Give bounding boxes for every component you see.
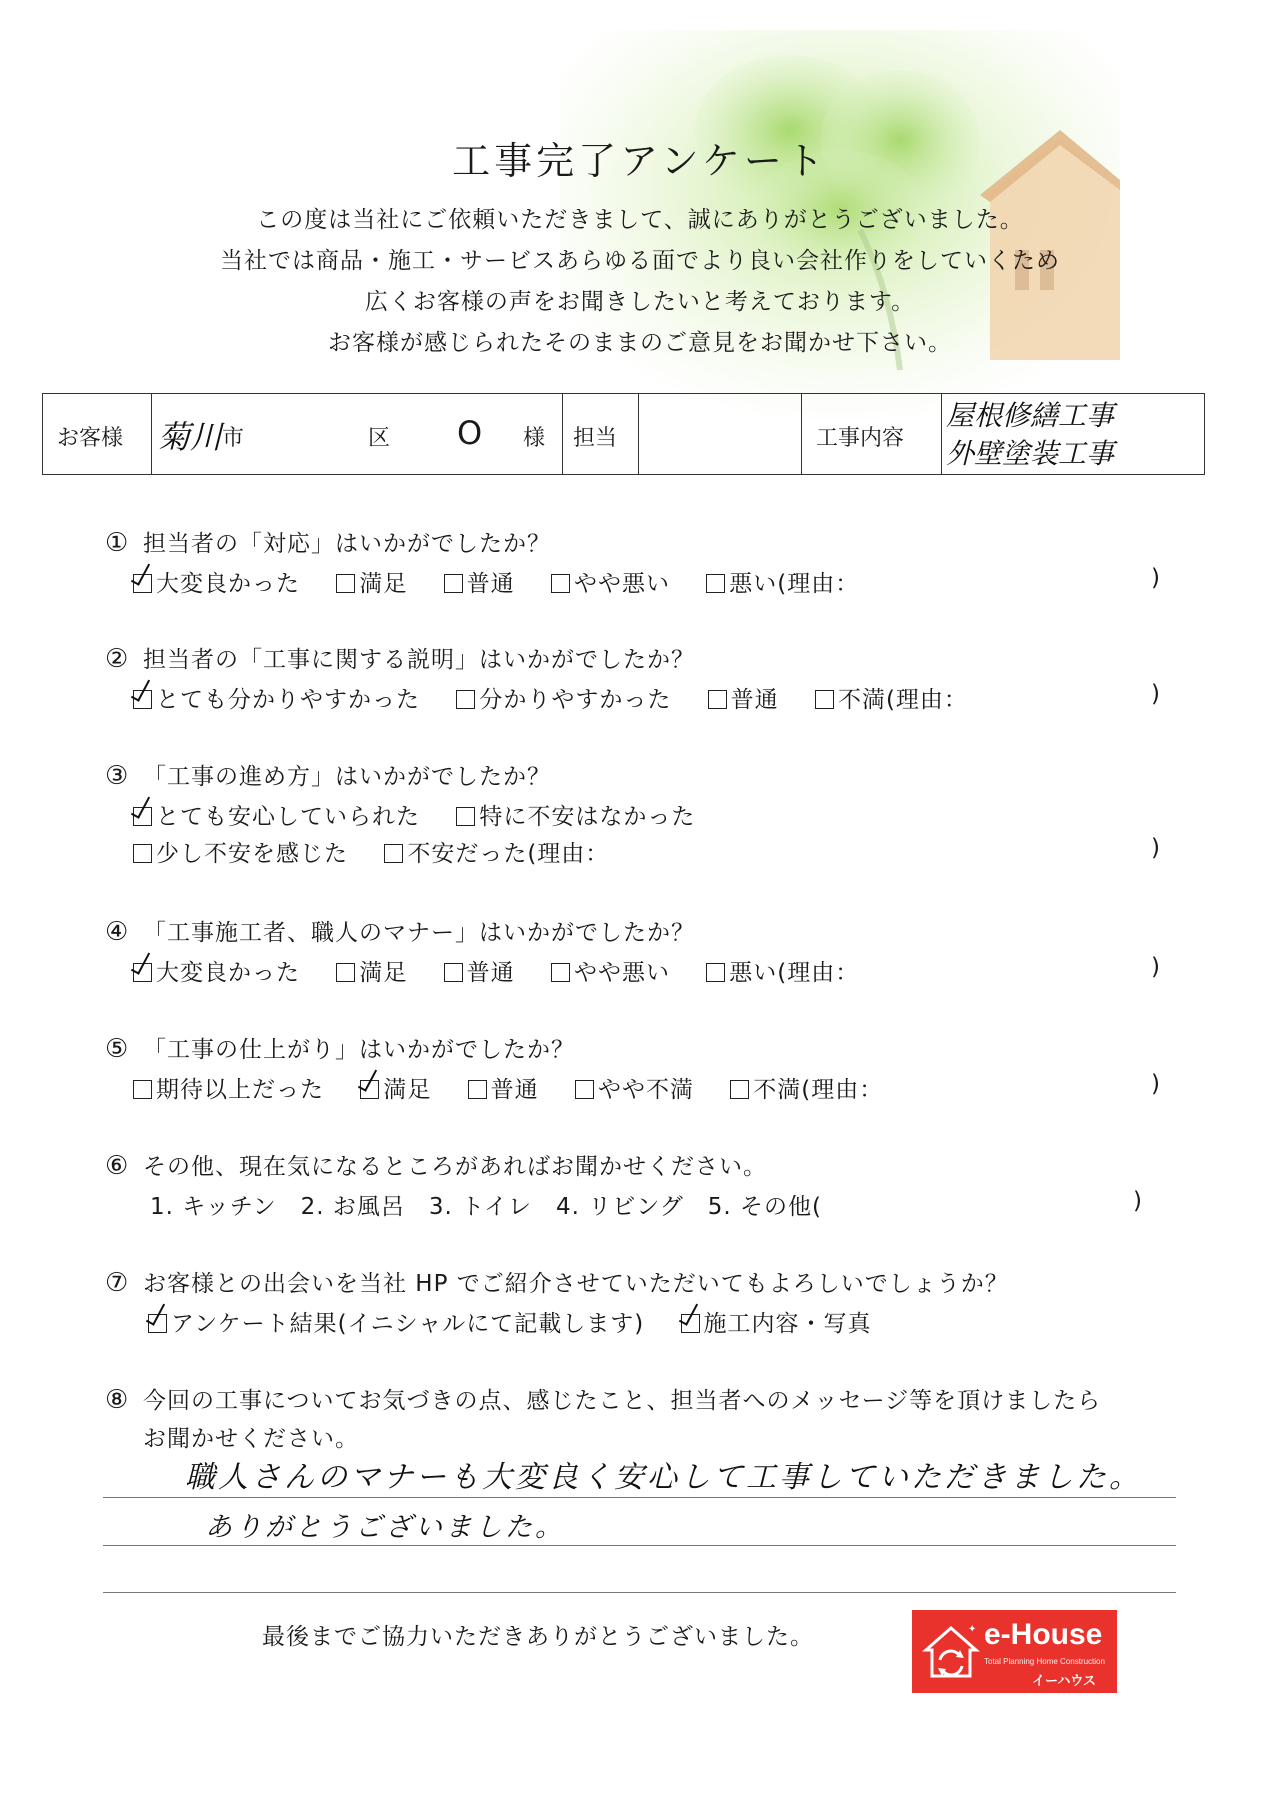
checkbox[interactable] <box>444 963 463 982</box>
customer-address-cell[interactable] <box>152 394 563 474</box>
option-row <box>133 798 723 831</box>
comment-line <box>103 1497 1176 1498</box>
checkbox[interactable] <box>133 574 152 593</box>
option-somewhat-dissatisfied[interactable]: やや不満 <box>575 1071 694 1104</box>
reason-close-paren: ) <box>1151 835 1160 861</box>
question-number: ⑧ <box>105 1385 130 1415</box>
option-work-photos[interactable]: 施工内容・写真 <box>681 1305 872 1338</box>
interest-options[interactable]: 1. キッチン 2. お風呂 3. トイレ 4. リビング 5. その他( <box>150 1194 823 1220</box>
option-row <box>133 835 637 868</box>
option-no-concern[interactable]: 特に不安はなかった <box>456 798 695 831</box>
option-clear[interactable]: 分かりやすかった <box>456 681 671 714</box>
work-value-cell[interactable] <box>942 394 1204 474</box>
question-number: ② <box>105 644 130 674</box>
city-value: 菊川 <box>158 418 223 456</box>
question-text: その他、現在気になるところがあればお聞かせください。 <box>143 1154 767 1180</box>
question-text: 「工事の仕上がり」はいかがでしたか？ <box>143 1037 575 1063</box>
option-very-reassured[interactable]: とても安心していられた <box>133 798 420 831</box>
question-text: お客様との出会いを当社 HP でご紹介させていただいてもよろしいでしょうか？ <box>143 1271 1009 1297</box>
reason-close-paren: ) <box>1151 565 1160 591</box>
ehouse-logo <box>912 1610 1117 1693</box>
checkbox[interactable] <box>456 807 475 826</box>
work-label-cell <box>802 394 942 474</box>
option-normal[interactable]: 普通 <box>444 565 515 598</box>
checkbox[interactable] <box>133 807 152 826</box>
option-row <box>133 1071 911 1104</box>
staff-label: 担当 <box>573 426 618 451</box>
question-text-continued: お聞かせください。 <box>143 1426 359 1452</box>
city-label: 市 <box>222 426 245 451</box>
intro-line: 当社では商品・施工・サービスあらゆる面でより良い会社作りをしていくため <box>220 248 1060 274</box>
option-satisfied[interactable]: 満足 <box>336 565 407 598</box>
option-bad[interactable]: 悪い(理由： <box>706 954 859 987</box>
honorific: 様 <box>523 426 546 451</box>
checkbox[interactable] <box>708 690 727 709</box>
option-dissatisfied[interactable]: 不満(理由： <box>815 681 968 714</box>
checkbox[interactable] <box>575 1080 594 1099</box>
checkbox[interactable] <box>360 1080 379 1099</box>
checkbox[interactable] <box>336 963 355 982</box>
option-row <box>133 954 887 987</box>
reason-close-paren: ) <box>1151 681 1160 707</box>
thank-you-footer: 最後までご協力いただきありがとうございました。 <box>262 1624 814 1650</box>
other-close-paren: ) <box>1133 1188 1142 1214</box>
checkbox[interactable] <box>133 844 152 863</box>
question-text: 今回の工事についてお気づきの点、感じたこと、担当者へのメッセージ等を頂けましたら <box>143 1388 1102 1414</box>
checkbox[interactable] <box>468 1080 487 1099</box>
ward-label: 区 <box>368 426 391 451</box>
question-text: 「工事の進め方」はいかがでしたか？ <box>143 764 551 790</box>
checkbox[interactable] <box>706 963 725 982</box>
staff-label-cell <box>563 394 639 474</box>
checkbox[interactable] <box>133 1080 152 1099</box>
option-somewhat-bad[interactable]: やや悪い <box>551 954 670 987</box>
checkbox[interactable] <box>444 574 463 593</box>
checkbox[interactable] <box>133 963 152 982</box>
comment-line <box>103 1545 1176 1546</box>
question-number: ④ <box>105 917 130 947</box>
option-normal[interactable]: 普通 <box>468 1071 539 1104</box>
question-number: ⑦ <box>105 1268 130 1298</box>
reason-close-paren: ) <box>1151 1071 1160 1097</box>
work-value-1: 屋根修繕工事 <box>946 399 1115 432</box>
logo-kana: イーハウス <box>1032 1674 1096 1689</box>
work-label: 工事内容 <box>816 426 905 451</box>
question-text: 担当者の「工事に関する説明」はいかがでしたか？ <box>143 647 695 673</box>
option-normal[interactable]: 普通 <box>708 681 779 714</box>
intro-text <box>0 200 1280 364</box>
logo-tagline: Total Planning Home Construction <box>984 1657 1105 1666</box>
question-number: ① <box>105 528 130 558</box>
question-number: ③ <box>105 761 130 791</box>
customer-label-cell <box>43 394 152 474</box>
staff-value-cell[interactable] <box>639 394 802 474</box>
comment-line <box>103 1592 1176 1593</box>
question-number: ⑥ <box>105 1151 130 1181</box>
option-exceeded-expectations[interactable]: 期待以上だった <box>133 1071 324 1104</box>
customer-info-table <box>42 393 1205 475</box>
option-bad[interactable]: 悪い(理由： <box>706 565 859 598</box>
logo-brand: e-House <box>984 1618 1103 1651</box>
work-value-2: 外壁塗装工事 <box>946 437 1115 470</box>
page-title: 工事完了アンケート <box>452 139 828 183</box>
house-logo-icon <box>922 1622 980 1682</box>
option-dissatisfied[interactable]: 不満(理由： <box>730 1071 883 1104</box>
question-text: 担当者の「対応」はいかがでしたか？ <box>143 531 551 557</box>
option-very-clear[interactable]: とても分かりやすかった <box>133 681 420 714</box>
option-row <box>133 681 996 714</box>
checkbox[interactable] <box>730 1080 749 1099</box>
checkbox[interactable] <box>384 844 403 863</box>
checkbox[interactable] <box>456 690 475 709</box>
option-row <box>133 565 887 598</box>
comment-answer-line-1: 職人さんのマナーも大変良く安心して工事していただきました。 <box>185 1460 1142 1495</box>
checkbox[interactable] <box>706 574 725 593</box>
option-satisfied[interactable]: 満足 <box>336 954 407 987</box>
initial-value: O <box>457 414 483 452</box>
option-very-good[interactable]: 大変良かった <box>133 565 300 598</box>
checkbox[interactable] <box>815 690 834 709</box>
checkbox[interactable] <box>681 1314 700 1333</box>
checkbox[interactable] <box>336 574 355 593</box>
svg-text:✦: ✦ <box>968 1624 977 1635</box>
customer-label: お客様 <box>57 426 124 451</box>
option-survey-results[interactable]: アンケート結果(イニシャルにて記載します) <box>148 1305 644 1338</box>
question-text: 「工事施工者、職人のマナー」はいかがでしたか？ <box>143 920 695 946</box>
intro-line: この度は当社にご依頼いただきまして、誠にありがとうございました。 <box>256 207 1024 233</box>
option-somewhat-bad[interactable]: やや悪い <box>551 565 670 598</box>
option-satisfied[interactable]: 満足 <box>360 1071 431 1104</box>
checkbox[interactable] <box>133 690 152 709</box>
option-uneasy[interactable]: 不安だった(理由： <box>384 835 609 868</box>
intro-line: 広くお客様の声をお聞きしたいと考えております。 <box>364 289 916 315</box>
checkbox[interactable] <box>551 963 570 982</box>
intro-line: お客様が感じられたそのままのご意見をお聞かせ下さい。 <box>328 330 952 356</box>
checkbox[interactable] <box>148 1314 167 1333</box>
option-very-good[interactable]: 大変良かった <box>133 954 300 987</box>
checkbox[interactable] <box>551 574 570 593</box>
comment-answer-line-2: ありがとうございました。 <box>205 1512 565 1543</box>
option-normal[interactable]: 普通 <box>444 954 515 987</box>
reason-close-paren: ) <box>1151 954 1160 980</box>
option-row <box>148 1305 900 1338</box>
question-number: ⑤ <box>105 1034 130 1064</box>
option-slightly-uneasy[interactable]: 少し不安を感じた <box>133 835 348 868</box>
